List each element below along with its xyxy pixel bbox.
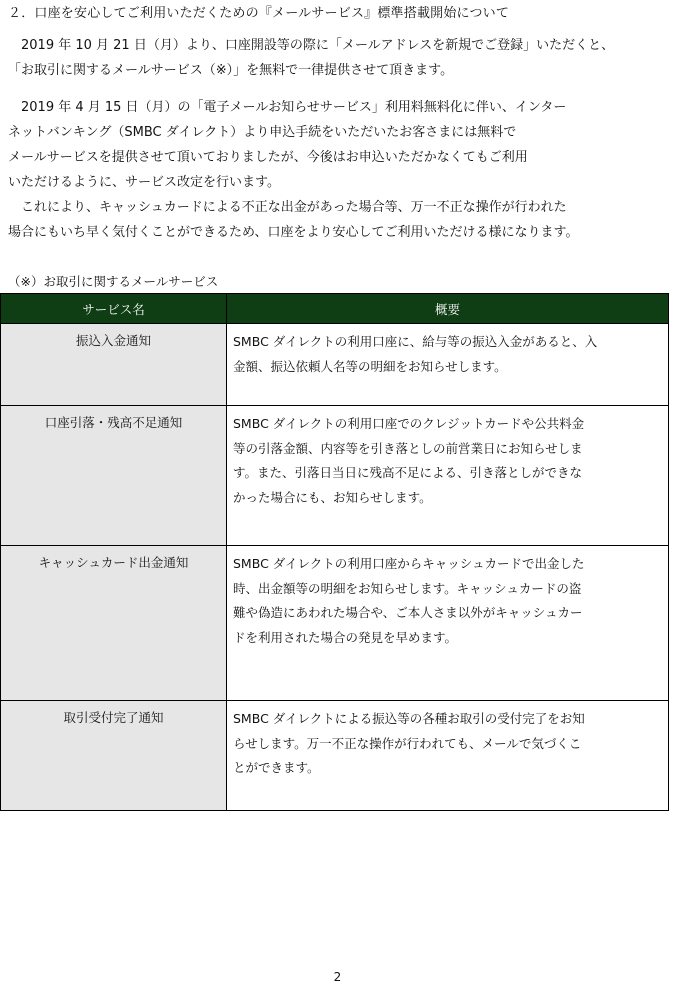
desc-line: かった場合にも、お知らせします。 [233,489,432,505]
desc-line: SMBC ダイレクトの利用口座からキャッシュカードで出金した [233,556,585,571]
service-desc-cell [227,546,669,701]
service-table [0,293,669,811]
paragraph-line: 2019 年 4 月 15 日（月）の「電子メールお知らせサービス」利用料無料化に伴い、インター [8,100,567,115]
desc-line: 時、出金額等の明細をお知らせします。キャッシュカードの盗 [233,580,582,596]
table-row [1,546,669,701]
page-number: 2 [333,970,342,984]
service-name-cell: 振込入金通知 [1,324,227,406]
desc-line: す。また、引落日当日に残高不足による、引き落としができな [233,465,583,480]
service-name-cell: キャッシュカード出金通知 [1,546,227,701]
desc-line: 等の引落金額、内容等を引き落としの前営業日にお知らせしま [233,440,583,456]
paragraph-line: 場合にもいち早く気付くことができるため、口座をより安心してご利用いただける様になります。 [8,225,579,240]
header-service-name: サービス名 [1,294,227,324]
desc-line: SMBC ダイレクトによる振込等の各種お取引の受付完了をお知 [233,711,585,726]
service-desc-cell [227,406,669,546]
service-name-cell: 取引受付完了通知 [1,701,227,811]
desc-line: らせします。万一不正な操作が行われても、メールで気づくこ [233,735,582,751]
service-desc-cell [227,324,669,406]
paragraph-line: いただけるように、サービス改定を行います。 [8,175,280,190]
desc-line: 難や偽造にあわれた場合や、ご本人さま以外がキャッシュカー [233,605,583,620]
table-row [1,701,669,811]
paragraph-line: 2019 年 10 月 21 日（月）より、口座開設等の際に「メールアドレスを新規でご登録」いただくと、 [8,38,615,53]
table-header-row [1,294,669,324]
desc-line: 金額、振込依頼人名等の明細をお知らせします。 [233,358,507,374]
paragraph-line: 「お取引に関するメールサービス（※）」を無料で一律提供させて頂きます。 [8,63,454,78]
desc-line: SMBC ダイレクトの利用口座でのクレジットカードや公共料金 [233,416,585,431]
service-desc-cell [227,701,669,811]
paragraph-2 [8,95,670,195]
section-heading: ２．口座を安心してご利用いただくための『メールサービス』標準搭載開始について [8,6,510,21]
paragraph-1 [8,33,670,83]
service-name-cell: 口座引落・残高不足通知 [1,406,227,546]
desc-line: ドを利用された場合の発見を早めます。 [233,629,458,645]
table-caption: （※）お取引に関するメールサービス [8,274,219,289]
desc-line: SMBC ダイレクトの利用口座に、給与等の振込入金があると、入 [233,334,598,349]
paragraph-line: メールサービスを提供させて頂いておりましたが、今後はお申込いただかなくてもご利用 [8,150,528,165]
table-row [1,324,669,406]
paragraph-line: これにより、キャッシュカードによる不正な出金があった場合等、万一不正な操作が行われた [8,200,567,215]
paragraph-line: ネットバンキング（SMBC ダイレクト）より申込手続をいただいたお客さまには無料で [8,125,517,140]
desc-line: とができます。 [233,760,320,775]
paragraph-3 [8,195,670,245]
table-row [1,406,669,546]
header-summary: 概要 [227,294,669,324]
